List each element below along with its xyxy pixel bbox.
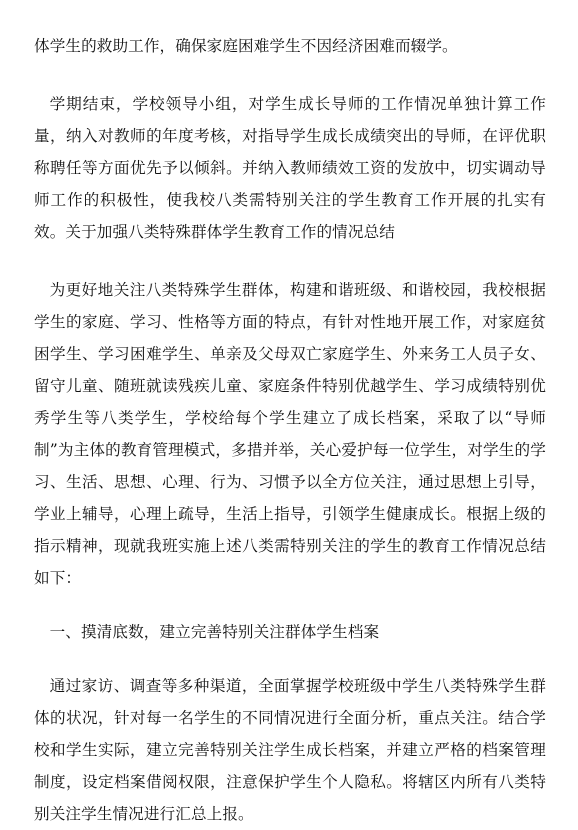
paragraph-continuation: 体学生的救助工作，确保家庭困难学生不因经济困难而辍学。 — [34, 37, 458, 55]
section-heading-1: 一、摸清底数，建立完善特别关注群体学生档案 — [49, 623, 380, 641]
document-page — [34, 30, 546, 830]
paragraph-introduction: 为更好地关注八类特殊学生群体，构建和谐班级、和谐校园，我校根据学生的家庭、学习、性格等方面的特点，有针对性地开展工作，对家庭贫困学生、学习困难学生、单亲及父母双亡家庭学生、外来务工人员子女、留守儿童、随班就读残疾儿童、家庭条件特别优越学生、学习成绩特别优秀学生等八类学生，学校给每个学生建立了成长档案，采取了以“导师制”为主体的教育管理模式，多措并举，关心爱护每一位学生，对学生的学习、生活、思想、心理、行为、习惯予以全方位关注，通过思想上引导，学业上辅导，心理上疏导，生活上指导，引领学生健康成长。根据上级的指示精神，现就我班实施上述八类需特别关注的学生的教育工作情况总结如下： — [34, 281, 546, 587]
paragraph-section-1-body: 通过家访、调查等多种渠道，全面掌握学校班级中学生八类特殊学生群体的状况，针对每一名学生的不同情况进行全面分析，重点关注。结合学校和学生实际，建立完善特别关注学生成长档案，并建立严格的档案管理制度，设定档案借阅权限，注意保护学生个人隐私。将辖区内所有八类特别关注学生情况进行汇总上报。 — [34, 677, 546, 823]
paragraph-semester-summary: 学期结束，学校领导小组，对学生成长导师的工作情况单独计算工作量，纳入对教师的年度考核，对指导学生成长成绩突出的导师，在评优职称聘任等方面优先予以倾斜。并纳入教师绩效工资的发放中，切实调动导师工作的积极性，使我校八类需特别关注的学生教育工作开展的扎实有效。关于加强八类特殊群体学生教育工作的情况总结 — [34, 95, 546, 241]
